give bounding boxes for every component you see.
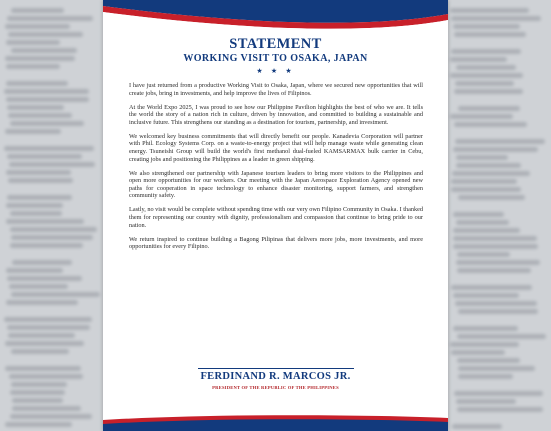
blurred-text-line	[454, 89, 522, 94]
blurred-text-line	[6, 97, 89, 102]
blurred-text-line	[6, 170, 71, 175]
blurred-text-line	[10, 227, 97, 232]
blurred-text-line	[11, 382, 68, 387]
blurred-background-left	[0, 0, 104, 431]
blurred-text-line	[456, 155, 507, 160]
blurred-text-line	[10, 390, 64, 395]
blurred-text-line	[9, 284, 67, 289]
blurred-text-line	[453, 236, 536, 241]
blurred-text-line	[11, 8, 63, 13]
blurred-text-line	[457, 252, 510, 257]
blurred-text-line	[4, 146, 94, 151]
blurred-text-line	[453, 293, 519, 298]
blurred-text-line	[10, 414, 92, 419]
blurred-text-line	[5, 366, 81, 371]
blurred-text-line	[458, 374, 514, 379]
statement-subtitle: WORKING VISIT TO OSAKA, JAPAN	[183, 53, 368, 64]
blurred-text-line	[452, 424, 502, 429]
blurred-text-line	[9, 374, 83, 379]
statement-title: STATEMENT	[229, 36, 322, 52]
blurred-background-right	[446, 0, 551, 431]
blurred-text-line	[456, 220, 509, 225]
blurred-text-line	[12, 398, 63, 403]
blurred-text-line	[451, 179, 517, 184]
blurred-text-line	[10, 243, 83, 248]
blurred-text-line	[11, 235, 93, 240]
blurred-text-line	[451, 187, 521, 192]
blurred-text-line	[6, 219, 85, 224]
blurred-text-line	[458, 106, 520, 111]
blurred-text-line	[10, 211, 63, 216]
blurred-text-line	[7, 195, 72, 200]
blurred-text-line	[453, 244, 537, 249]
blurred-text-line	[5, 129, 62, 134]
blurred-text-line	[5, 56, 75, 61]
blurred-text-line	[11, 48, 77, 53]
blurred-text-line	[12, 406, 81, 411]
blurred-text-line	[7, 325, 90, 330]
blurred-text-line	[450, 73, 523, 78]
blurred-text-line	[5, 341, 85, 346]
blurred-text-line	[8, 333, 74, 338]
stars-ornament: ★ ★ ★	[256, 67, 295, 75]
blurred-text-line	[7, 276, 82, 281]
blurred-text-line	[450, 342, 519, 347]
blurred-text-line	[451, 49, 521, 54]
blurred-text-line	[9, 162, 95, 167]
blurred-text-line	[4, 317, 92, 322]
blurred-text-line	[12, 260, 73, 265]
blurred-text-line	[7, 154, 82, 159]
blurred-text-line	[453, 147, 537, 152]
blurred-text-line	[456, 163, 521, 168]
blurred-text-line	[454, 32, 526, 37]
blurred-text-line	[455, 301, 537, 306]
blurred-text-line	[5, 422, 72, 427]
blurred-text-line	[458, 366, 535, 371]
paragraph-4: We also strengthened our partnership with Japanese tourism leaders to bring more visitors to the Philippines and open more opportunities for our workers. Our meeting with the Japan Aerospace Exploration Agency opened new paths for cooperation in space technology to enhance disaster monitoring, support farmers, and strengthen community safety.	[129, 169, 423, 200]
statement-body	[129, 82, 423, 257]
blurred-text-line	[454, 122, 527, 127]
blurred-text-line	[451, 16, 541, 21]
blurred-text-line	[8, 178, 73, 183]
blurred-text-line	[453, 228, 521, 233]
paragraph-5: Lastly, no visit would be complete without spending time with our very own Filipino Community in Osaka. I thanked them for representing our country with dignity, professionalism and compassion that continue to bring pride to our nation.	[129, 206, 424, 229]
paragraph-6: We return inspired to continue building a Bagong Pilipinas that delivers more jobs, more investments, and more opportunities for every Filipino.	[129, 235, 423, 251]
blurred-text-line	[453, 24, 520, 29]
blurred-text-line	[455, 139, 546, 144]
blurred-text-line	[457, 268, 531, 273]
blurred-text-line	[457, 407, 543, 412]
blurred-text-line	[6, 40, 60, 45]
paragraph-1: I have just returned from a productive Working Visit to Osaka, Japan, where we secured new opportunities that will create jobs, bring in investments, and help improve the lives of Filipinos.	[129, 82, 423, 97]
blurred-text-line	[456, 260, 540, 265]
blurred-text-line	[450, 8, 529, 13]
blurred-text-line	[8, 32, 83, 37]
blurred-text-line	[453, 212, 504, 217]
blurred-text-line	[7, 16, 93, 21]
blurred-text-line	[450, 57, 507, 62]
blurred-text-line	[457, 358, 520, 363]
blurred-text-line	[453, 326, 519, 331]
blurred-text-line	[455, 81, 514, 86]
blurred-text-line	[7, 105, 64, 110]
paragraph-3: We welcomed key business commitments that will directly benefit our people. Kanadevia Corporation will partner with Phil. Ecology Systems Corp. on a waste-to-energy project that will help manage waste while generating clean energy. Tsuneishi Group will build the world's first methanol dual-fueled KAMSARMAX bulk carrier in Cebu, creating jobs and positioning the Philippines as a leader in green shipping.	[129, 132, 423, 163]
blurred-text-line	[451, 285, 531, 290]
signature-divider	[198, 368, 354, 369]
blurred-text-line	[6, 81, 68, 86]
blurred-text-line	[4, 89, 89, 94]
signatory-title: PRESIDENT OF THE REPUBLIC OF THE PHILIPPINES	[212, 385, 339, 390]
blurred-text-line	[8, 113, 72, 118]
statement-document	[103, 0, 448, 431]
blurred-text-line	[10, 121, 84, 126]
paragraph-2: At the World Expo 2025, I was proud to see how our Philippine Pavilion highlights the best of who we are. It tells the world the story of a nation rich in culture, driven by innovation, and committed to building a sustainable and inclusive future. This strengthens our standing as a destination for tourism, partnership, and investment.	[129, 103, 423, 126]
blurred-text-line	[11, 349, 69, 354]
blurred-text-line	[6, 203, 63, 208]
blurred-text-line	[452, 171, 530, 176]
blurred-text-line	[456, 399, 516, 404]
blurred-text-line	[458, 195, 525, 200]
blurred-text-line	[456, 65, 516, 70]
blurred-text-line	[458, 309, 538, 314]
signatory-name: FERDINAND R. MARCOS JR.	[200, 371, 351, 382]
blurred-text-line	[5, 24, 69, 29]
blurred-text-line	[6, 300, 77, 305]
blurred-text-line	[454, 391, 543, 396]
footer-wave-banner	[103, 412, 448, 431]
blurred-text-line	[457, 334, 545, 339]
blurred-text-line	[6, 268, 62, 273]
blurred-text-line	[450, 114, 512, 119]
blurred-text-line	[451, 350, 505, 355]
header-wave-banner	[103, 0, 448, 40]
blurred-text-line	[6, 64, 60, 69]
blurred-text-line	[11, 292, 99, 297]
